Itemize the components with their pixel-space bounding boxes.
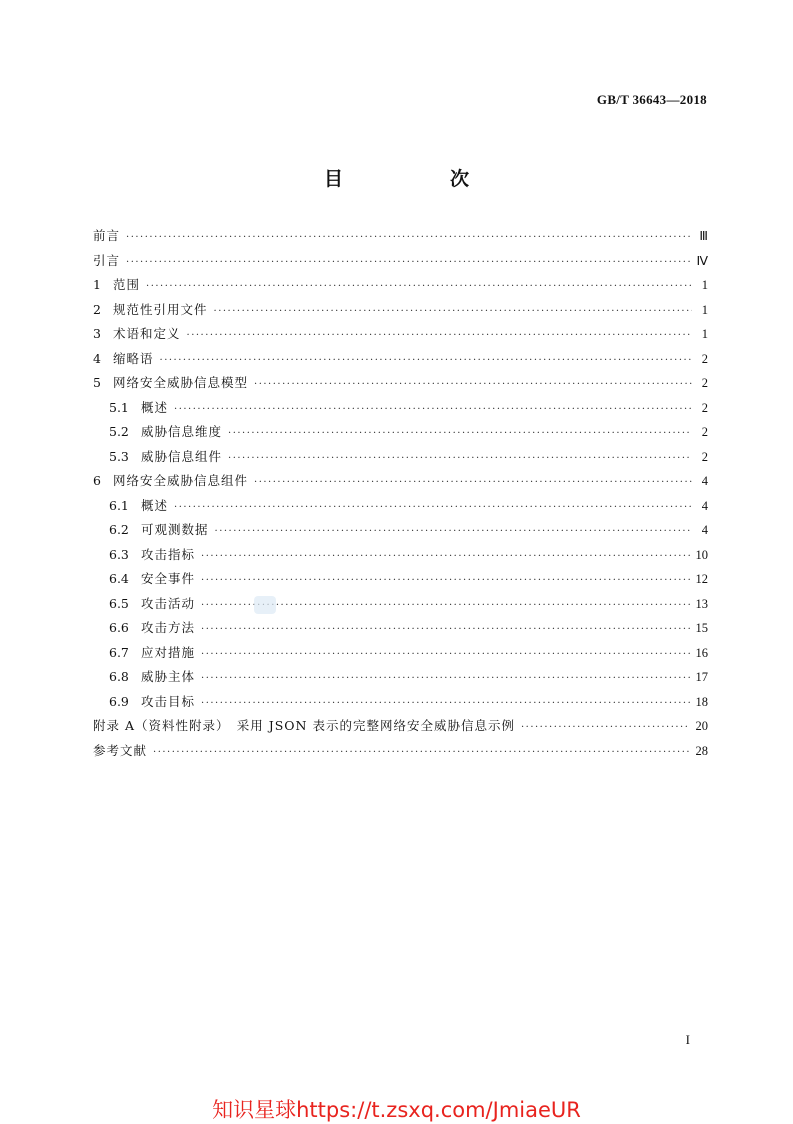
toc-entry-page: 1	[701, 327, 708, 341]
toc-entry-title: 规范性引用文件	[113, 301, 208, 317]
toc-entry-page: 10	[695, 547, 708, 562]
toc-entry[interactable]	[93, 275, 708, 300]
toc-entry-title: 安全事件	[141, 571, 196, 586]
toc-entry-page: 28	[695, 743, 708, 758]
toc-entry-title: 应对措施	[141, 644, 196, 660]
toc-entry[interactable]	[93, 251, 708, 276]
toc-entry-title: 概述	[141, 399, 169, 415]
page-number: I	[685, 1032, 690, 1047]
toc-entry-number: 3	[93, 326, 101, 341]
toc-entry-page: Ⅳ	[696, 253, 708, 268]
toc-entry[interactable]	[93, 741, 708, 766]
toc-leader-dots	[254, 379, 692, 390]
toc-entry-page: Ⅲ	[699, 229, 708, 243]
toc-entry[interactable]	[93, 373, 708, 398]
toc-entry-number: 6.2	[109, 522, 129, 537]
toc-entry-page: 2	[701, 425, 708, 439]
toc-entry-number: 2	[93, 301, 101, 317]
toc-leader-dots	[214, 306, 692, 317]
watermark-text: 知识星球https://t.zsxq.com/JmiaeUR	[212, 1098, 581, 1122]
toc-entry-title: 附录 A（资料性附录） 采用 JSON 表示的完整网络安全威胁信息示例	[93, 718, 515, 733]
toc-leader-dots	[126, 232, 692, 243]
toc-entry[interactable]	[93, 349, 708, 374]
toc-entry[interactable]	[93, 520, 708, 545]
toc-entry-page: 4	[701, 498, 708, 513]
toc-entry-title: 攻击方法	[141, 620, 196, 635]
toc-leader-dots	[201, 624, 689, 635]
toc-entry[interactable]	[93, 618, 708, 643]
toc-entry-number: 6.5	[109, 595, 129, 611]
toc-entry-page: 12	[695, 572, 708, 586]
toc-entry[interactable]	[93, 667, 708, 692]
toc-leader-dots	[187, 330, 692, 341]
toc-entry-title: 前言	[93, 228, 121, 243]
toc-entry-title: 范围	[113, 277, 141, 292]
toc-entry[interactable]	[93, 300, 708, 325]
toc-entry[interactable]	[93, 398, 708, 423]
toc-entry[interactable]	[93, 324, 708, 349]
toc-entry-title: 缩略语	[113, 350, 154, 366]
toc-entry-page: 18	[695, 694, 708, 709]
toc-entry-page: 20	[695, 719, 708, 733]
toc-entry[interactable]	[93, 496, 708, 521]
toc-entry-number: 5.3	[109, 448, 129, 464]
toc-leader-dots	[201, 673, 689, 684]
toc-entry-number: 6.1	[109, 497, 129, 513]
toc-entry[interactable]	[93, 447, 708, 472]
toc-leader-dots	[201, 575, 689, 586]
toc-entry-number: 6.3	[109, 546, 129, 562]
toc-leader-dots	[201, 698, 689, 709]
toc-leader-dots	[521, 722, 690, 733]
toc-entry-number: 5.1	[109, 399, 129, 415]
toc-entry[interactable]	[93, 471, 708, 496]
toc-entry-number: 6.8	[109, 669, 129, 684]
toc-entry-title: 攻击活动	[141, 595, 196, 611]
toc-entry-number: 6.7	[109, 644, 129, 660]
toc-entry-page: 1	[701, 278, 708, 292]
toc-entry-title: 网络安全威胁信息组件	[113, 473, 249, 488]
toc-entry[interactable]	[93, 422, 708, 447]
toc-leader-dots	[153, 747, 689, 758]
toc-leader-dots	[160, 355, 692, 366]
faint-watermark-mark	[254, 596, 276, 614]
toc-entry-title: 可观测数据	[141, 522, 209, 537]
table-of-contents	[93, 226, 708, 765]
toc-entry-number: 6.4	[109, 571, 129, 586]
toc-entry-number: 6.9	[109, 693, 129, 709]
toc-entry-number: 5.2	[109, 424, 129, 439]
toc-leader-dots	[228, 428, 692, 439]
toc-entry-title: 威胁信息组件	[141, 448, 223, 464]
toc-title: 目 次	[323, 168, 513, 190]
standard-code: GB/T 36643—2018	[596, 92, 707, 107]
toc-entry-title: 引言	[93, 252, 121, 268]
toc-entry-title: 参考文献	[93, 742, 148, 758]
toc-entry[interactable]	[93, 716, 708, 741]
toc-leader-dots	[174, 404, 692, 415]
toc-entry-number: 4	[93, 350, 101, 366]
toc-entry[interactable]	[93, 692, 708, 717]
toc-entry-page: 13	[695, 596, 708, 611]
toc-entry-number: 6.6	[109, 620, 129, 635]
toc-entry-title: 攻击目标	[141, 693, 196, 709]
toc-entry-page: 2	[701, 449, 708, 464]
toc-entry-page: 4	[701, 474, 708, 488]
toc-leader-dots	[254, 477, 692, 488]
toc-entry-page: 1	[701, 302, 708, 317]
toc-leader-dots	[174, 502, 692, 513]
toc-entry[interactable]	[93, 545, 708, 570]
toc-entry-page: 15	[695, 621, 708, 635]
toc-entry-page: 2	[701, 376, 708, 390]
toc-entry[interactable]	[93, 226, 708, 251]
toc-entry-page: 2	[701, 400, 708, 415]
toc-leader-dots	[126, 257, 690, 268]
toc-leader-dots	[215, 526, 692, 537]
toc-leader-dots	[146, 281, 692, 292]
toc-entry-number: 1	[93, 277, 101, 292]
toc-entry-page: 16	[695, 645, 708, 660]
toc-entry-page: 17	[695, 670, 708, 684]
toc-leader-dots	[201, 551, 689, 562]
toc-entry-number: 5	[93, 375, 101, 390]
toc-entry[interactable]	[93, 643, 708, 668]
toc-entry-title: 概述	[141, 497, 169, 513]
toc-entry-page: 2	[701, 351, 708, 366]
toc-leader-dots	[201, 649, 689, 660]
toc-entry-title: 攻击指标	[141, 546, 196, 562]
toc-entry[interactable]	[93, 594, 708, 619]
toc-entry-title: 威胁信息维度	[141, 424, 223, 439]
toc-entry[interactable]	[93, 569, 708, 594]
toc-entry-page: 4	[701, 523, 708, 537]
toc-entry-title: 网络安全威胁信息模型	[113, 375, 249, 390]
toc-entry-number: 6	[93, 473, 101, 488]
toc-entry-title: 威胁主体	[141, 669, 196, 684]
toc-entry-title: 术语和定义	[113, 326, 181, 341]
toc-leader-dots	[228, 453, 692, 464]
